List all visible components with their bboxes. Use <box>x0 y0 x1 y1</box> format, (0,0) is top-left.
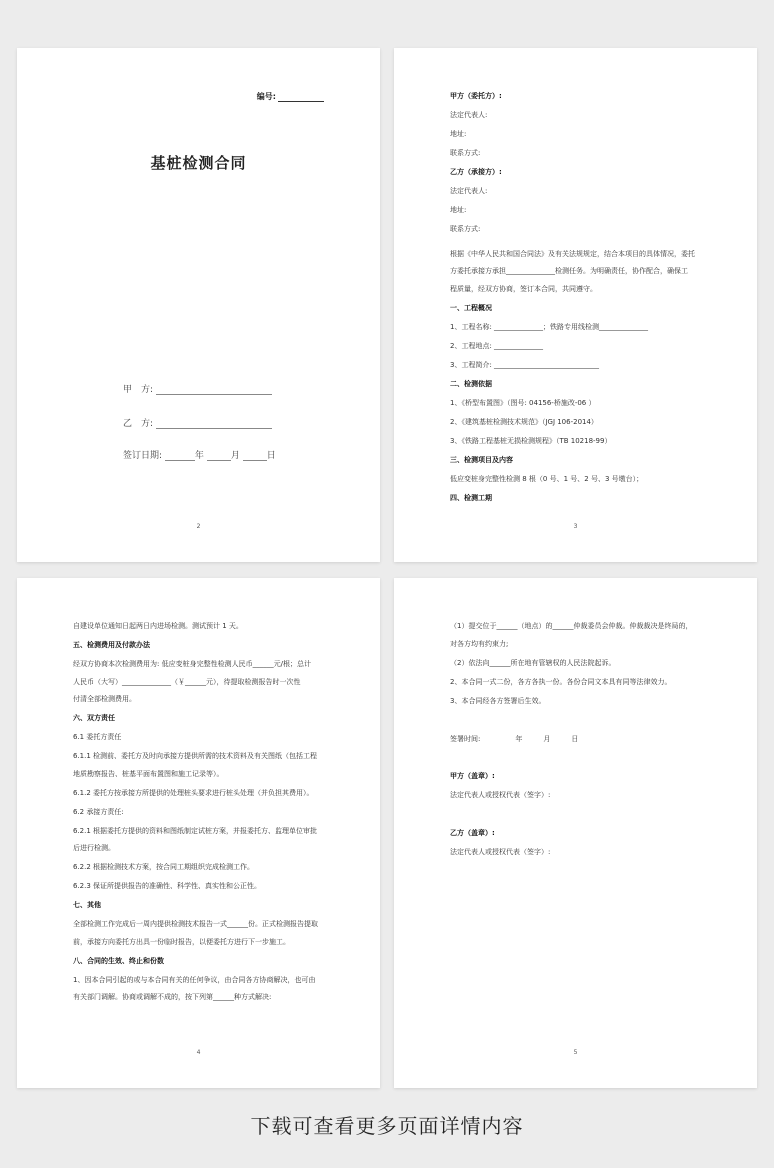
party-b-heading: 乙方（承接方）: <box>450 167 502 176</box>
text-line <box>450 810 717 820</box>
text-line: 6.2 承接方责任: <box>73 807 124 816</box>
year-label: 年 <box>194 451 204 461</box>
text-line: 1、因本合同引起的或与本合同有关的任何争议，由合同各方协商解决，也可由 <box>73 975 316 984</box>
text-line: 3、本合同经各方签署后生效。 <box>450 696 546 705</box>
text-line: 6.2.1 根据委托方提供的资料和图纸制定试桩方案，并报委托方、监理单位审批 <box>73 826 318 835</box>
text-line: 法定代表人或授权代表（签字）: <box>450 848 551 857</box>
section-heading: 乙方（盖章）: <box>450 829 495 838</box>
test-item: 低应变桩身完整性检测 8 根（0 号、1 号、2 号、3 号墩台）； <box>450 474 644 483</box>
text-line <box>450 754 717 764</box>
project-summary: 3、工程简介: ______________________________ <box>450 361 600 369</box>
section-heading: 甲方（盖章）: <box>450 772 495 781</box>
party-a-label: 甲 方: <box>123 385 154 395</box>
page-number: 5 <box>573 1049 578 1056</box>
day-blank[interactable] <box>243 451 267 461</box>
party-a-line <box>123 382 272 395</box>
party-a-heading: 甲方（委托方）: <box>450 92 502 100</box>
party-a-rep: 法定代表人: <box>450 110 488 119</box>
party-b-line <box>123 416 272 429</box>
month-blank[interactable] <box>207 451 231 461</box>
text-line: 6.1 委托方责任 <box>73 733 122 742</box>
basis-1: 1、《桥型布置图》（图号: 04156-桥施改-06 ） <box>450 398 596 407</box>
text-line: 6.1.1 检测前、委托方及时向承接方提供所需的技术资料及有关图纸（包括工程 <box>73 752 318 761</box>
intro-line-2: 方委托承接方承担______________检测任务。为明确责任，协作配合，确保工 <box>450 267 688 276</box>
day-label: 日 <box>266 451 276 461</box>
text-line: 人民币（大写）______________（￥______元），待提取检测报告时一次性 <box>73 677 301 686</box>
party-a-contact: 联系方式: <box>450 148 481 157</box>
page-number: 4 <box>196 1049 201 1056</box>
basis-2: 2、《建筑基桩检测技术规范》（JGJ 106-2014） <box>450 417 598 426</box>
project-location: 2、工程地点: ______________ <box>450 342 544 351</box>
party-b-contact: 联系方式: <box>450 224 481 233</box>
section-heading: 六、双方责任 <box>73 714 115 723</box>
text-line: 全部检测工作完成后一周内提供检测技术报告一式______份。正式检测报告提取 <box>73 920 318 929</box>
party-b-blank[interactable] <box>156 419 272 429</box>
document-title: 基桩检测合同 <box>150 154 247 172</box>
section-1-heading: 一、工程概况 <box>450 304 492 313</box>
section-heading: 七、其他 <box>73 901 101 910</box>
text-line: 自建设单位通知日起两日内进场检测。测试预计 1 天。 <box>73 622 243 630</box>
sign-date-line <box>123 448 276 461</box>
party-a-address: 地址: <box>450 129 467 138</box>
year-blank[interactable] <box>165 451 195 461</box>
intro-line-3: 程质量，经双方协商，签订本合同，共同遵守。 <box>450 285 597 294</box>
section-3-heading: 三、检测项目及内容 <box>450 455 513 464</box>
text-line: 6.1.2 委托方按承接方所提供的处理桩头要求进行桩头处理（并负担其费用）。 <box>73 788 314 797</box>
page-number: 3 <box>573 523 578 530</box>
section-2-heading: 二、检测依据 <box>450 379 492 388</box>
text-line: 后进行检测。 <box>73 844 115 853</box>
party-b-rep: 法定代表人: <box>450 186 488 195</box>
text-line: 法定代表人或授权代表（签字）: <box>450 791 551 800</box>
download-caption: 下载可查看更多页面详情内容 <box>250 1114 524 1138</box>
page-4-body <box>73 622 340 1012</box>
party-a-blank[interactable] <box>156 385 272 395</box>
number-blank[interactable] <box>278 93 324 102</box>
number-label: 编号: <box>256 92 276 101</box>
page-5-body <box>450 622 717 867</box>
contract-number <box>257 91 324 102</box>
text-line: 有关部门调解。协商或调解不成的，按下列第______种方式解决: <box>73 993 272 1002</box>
page-cover <box>17 48 380 562</box>
text-line: （1）提交位于______（地点）的______仲裁委员会仲裁。仲裁裁决是终局的， <box>450 622 693 630</box>
text-line: 前，承接方向委托方出具一份临时报告，以便委托方进行下一步施工。 <box>73 937 290 946</box>
party-b-label: 乙 方: <box>123 419 154 429</box>
text-line: 6.2.3 保证所提供报告的准确性、科学性、真实性和公正性。 <box>73 882 262 891</box>
page-5 <box>394 578 757 1088</box>
party-b-address: 地址: <box>450 205 467 214</box>
sign-date-label: 签订日期: <box>123 451 163 461</box>
page-4 <box>17 578 380 1088</box>
text-line: 签署时间: 年 月 日 <box>450 734 579 743</box>
section-4-heading: 四、检测工期 <box>450 493 492 502</box>
text-line: 6.2.2 根据检测技术方案，按合同工期组织完成检测工作。 <box>73 863 255 872</box>
section-heading: 八、合同的生效、终止和份数 <box>73 956 164 965</box>
intro-line-1: 根据《中华人民共和国合同法》及有关法规规定，结合本项目的具体情况，委托 <box>450 249 695 258</box>
page-number: 2 <box>196 523 201 530</box>
section-heading: 五、检测费用及付款办法 <box>73 640 150 649</box>
text-line: 付清全部检测费用。 <box>73 695 136 704</box>
text-line: 地质勘察报告、桩基平面布置图和施工记录等）。 <box>73 769 224 778</box>
text-line: （2）依法向______所在地有管辖权的人民法院起诉。 <box>450 658 616 667</box>
page-3 <box>394 48 757 562</box>
text-line: 2、本合同一式二份，各方各执一份。各份合同文本具有同等法律效力。 <box>450 677 672 686</box>
page-3-body <box>450 92 717 513</box>
text-line <box>450 716 717 726</box>
project-name: 1、工程名称: ______________；铁路专用线检测______________ <box>450 323 649 332</box>
basis-3: 3、《铁路工程基桩无损检测规程》（TB 10218-99） <box>450 436 612 445</box>
text-line: 经双方协商本次检测费用为: 低应变桩身完整性检测人民币______元/根；总计 <box>73 659 311 668</box>
text-line: 对各方均有约束力; <box>450 639 509 648</box>
month-label: 月 <box>230 451 240 461</box>
